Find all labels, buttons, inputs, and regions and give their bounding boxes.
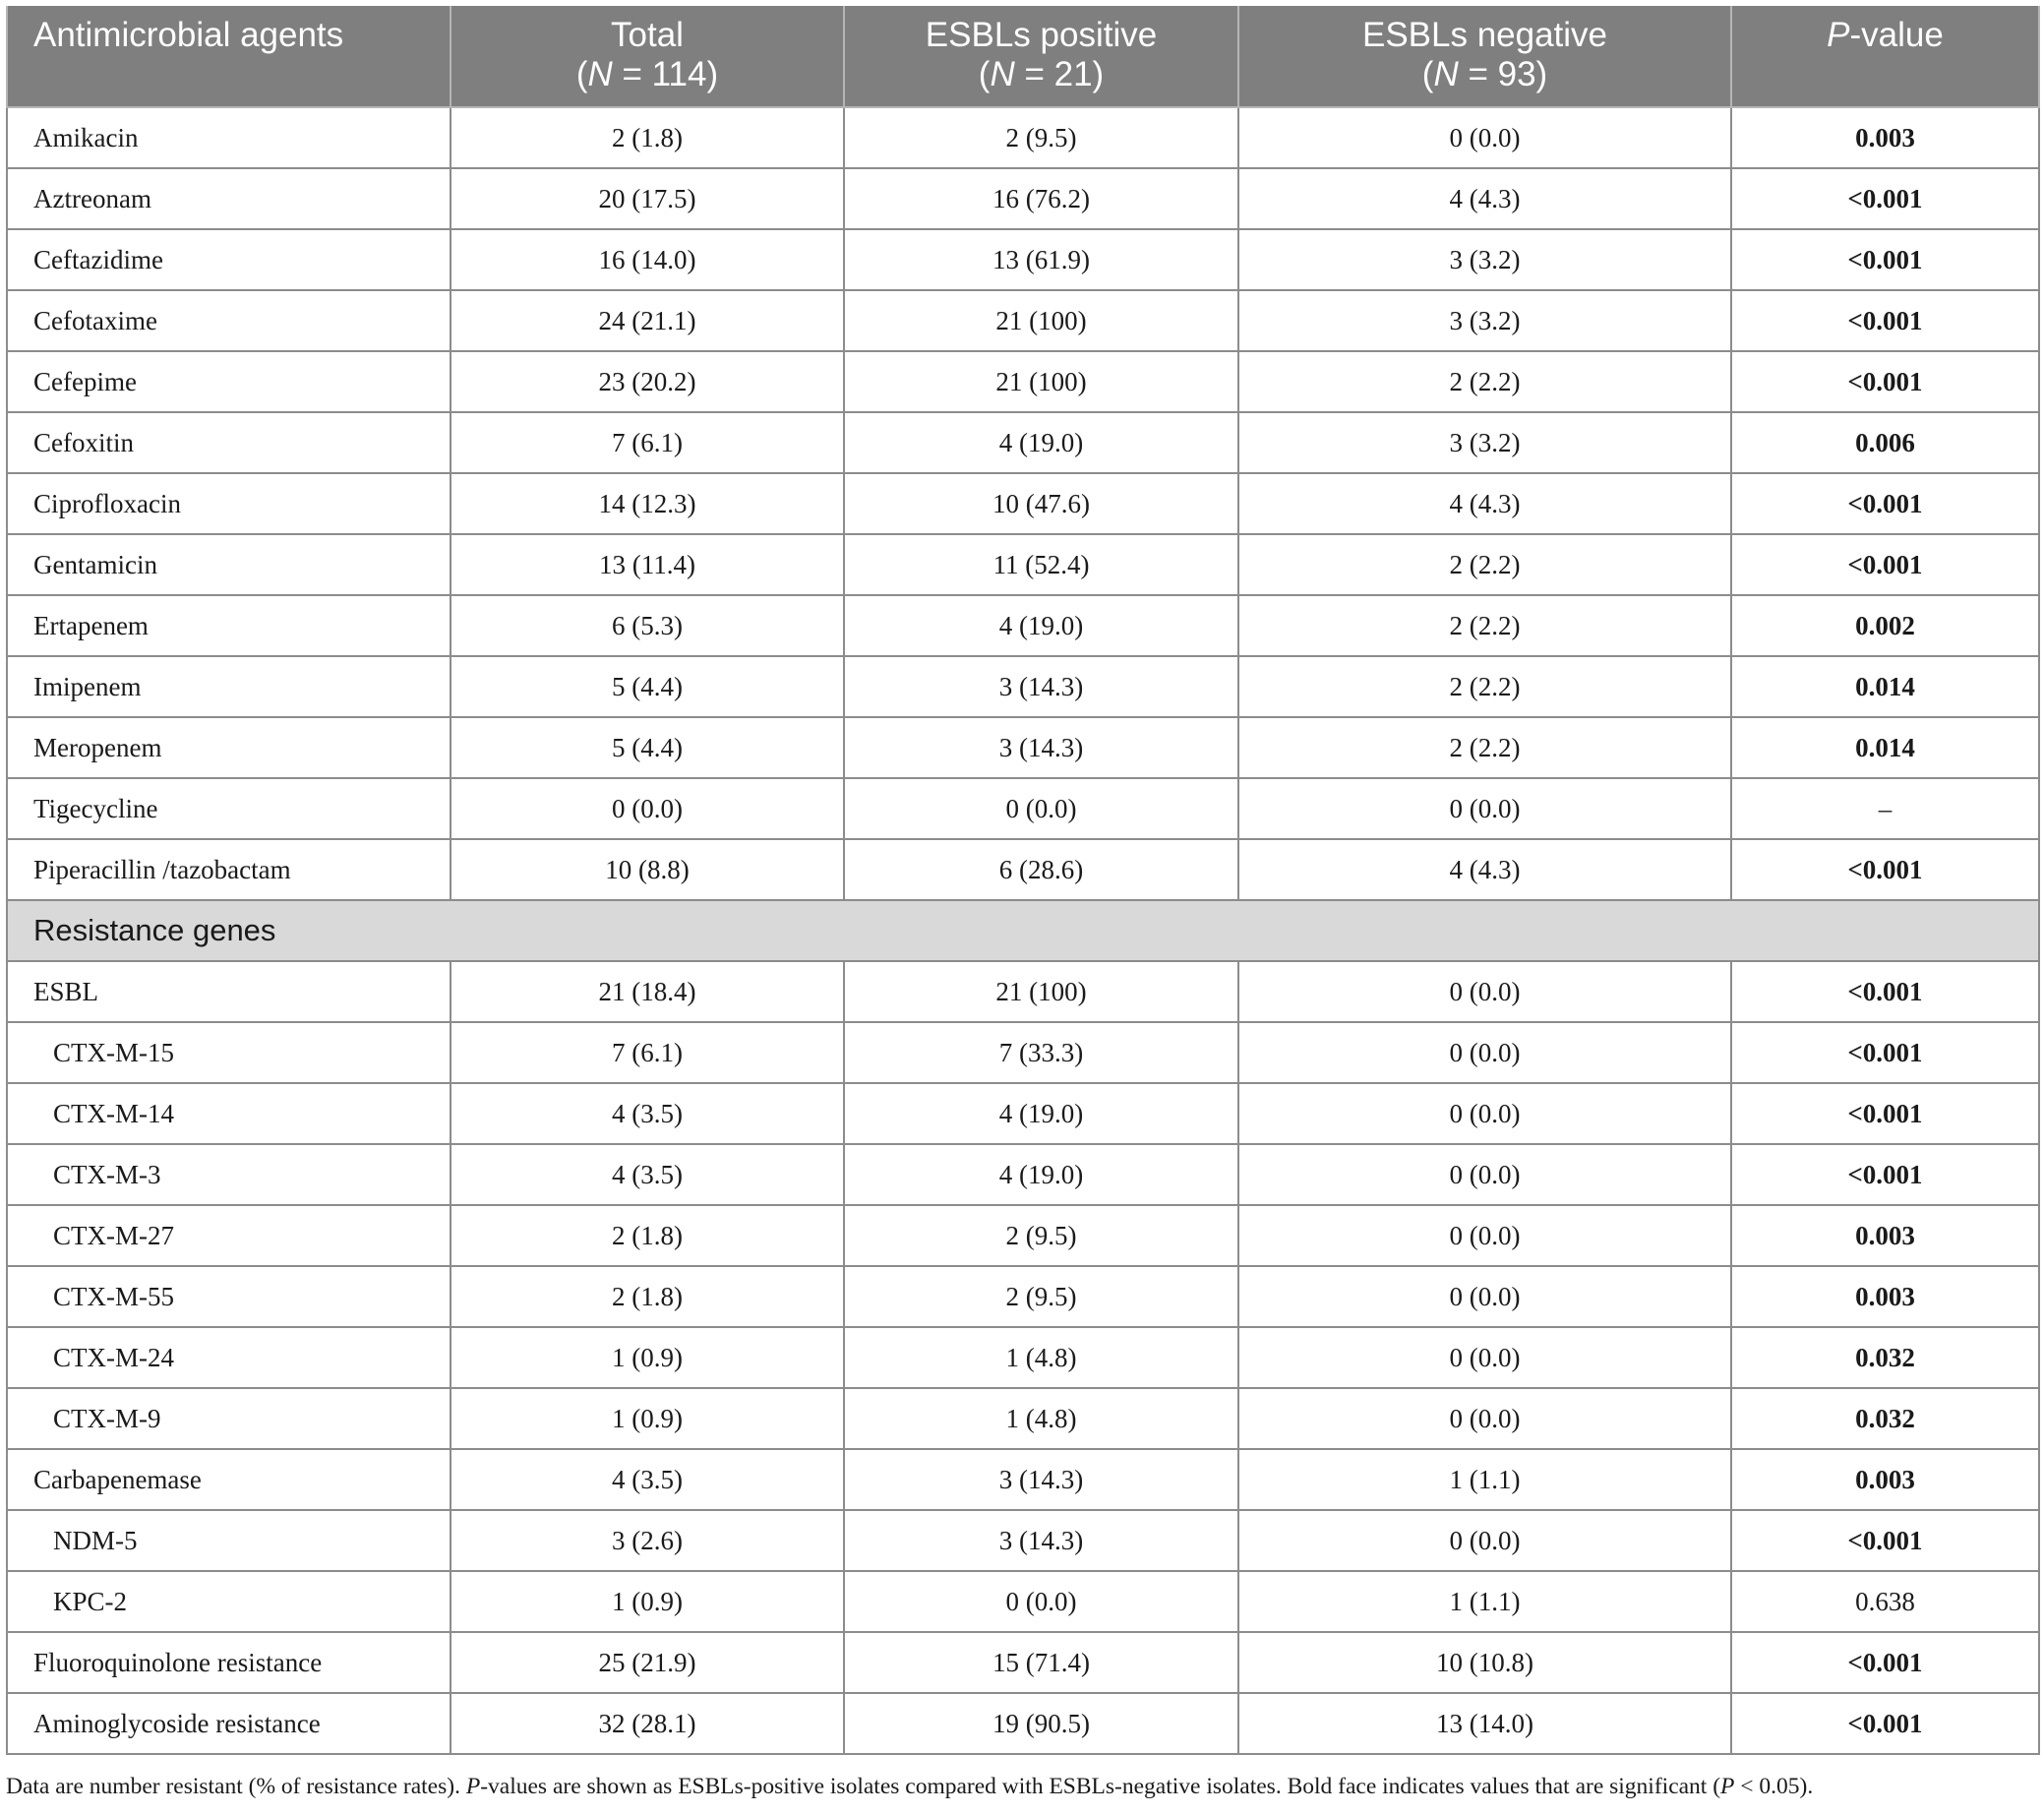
cell-esbls-positive: 16 (76.2): [844, 168, 1238, 229]
cell-esbls-negative: 2 (2.2): [1238, 717, 1731, 778]
cell-p-value: 0.003: [1731, 1205, 2039, 1266]
cell-esbls-positive: 19 (90.5): [844, 1693, 1238, 1754]
table-row: [7, 351, 2039, 412]
cell-total: 1 (0.9): [451, 1388, 844, 1449]
row-label: NDM-5: [7, 1510, 451, 1571]
row-label: Piperacillin /tazobactam: [7, 839, 451, 900]
cell-esbls-negative: 2 (2.2): [1238, 595, 1731, 656]
row-label: CTX-M-27: [7, 1205, 451, 1266]
cell-p-value: <0.001: [1731, 1144, 2039, 1205]
cell-esbls-negative: 0 (0.0): [1238, 1266, 1731, 1327]
cell-esbls-positive: 1 (4.8): [844, 1388, 1238, 1449]
cell-esbls-negative: 10 (10.8): [1238, 1632, 1731, 1693]
cell-p-value: 0.003: [1731, 1266, 2039, 1327]
row-label: Aminoglycoside resistance: [7, 1693, 451, 1754]
cell-total: 4 (3.5): [451, 1083, 844, 1144]
cell-total: 7 (6.1): [451, 412, 844, 473]
table-row: [7, 290, 2039, 351]
table-row: [7, 107, 2039, 168]
cell-esbls-positive: 21 (100): [844, 290, 1238, 351]
cell-total: 1 (0.9): [451, 1571, 844, 1632]
cell-esbls-negative: 2 (2.2): [1238, 534, 1731, 595]
cell-esbls-positive: 2 (9.5): [844, 1205, 1238, 1266]
header-antimicrobial-agents: Antimicrobial agents: [7, 6, 451, 107]
cell-p-value: –: [1731, 778, 2039, 839]
cell-p-value: <0.001: [1731, 534, 2039, 595]
cell-esbls-positive: 6 (28.6): [844, 839, 1238, 900]
header-total: Total (N = 114): [451, 6, 844, 107]
cell-total: 5 (4.4): [451, 717, 844, 778]
table-footnote: Data are number resistant (% of resistance rates). P-values are shown as ESBLs-positive isolates compared with ESBLs-negative isolates. Bold face indicates values that are significant (P < 0.05).: [6, 1774, 1814, 1799]
table-row: [7, 1693, 2039, 1754]
resistance-table: [6, 6, 2040, 1755]
cell-esbls-positive: 2 (9.5): [844, 1266, 1238, 1327]
row-label: Fluoroquinolone resistance: [7, 1632, 451, 1693]
row-label: KPC-2: [7, 1571, 451, 1632]
row-label: Ceftazidime: [7, 229, 451, 290]
row-label: CTX-M-24: [7, 1327, 451, 1388]
cell-total: 16 (14.0): [451, 229, 844, 290]
cell-esbls-negative: 0 (0.0): [1238, 961, 1731, 1022]
cell-p-value: <0.001: [1731, 1693, 2039, 1754]
cell-total: 2 (1.8): [451, 1266, 844, 1327]
cell-p-value: 0.032: [1731, 1388, 2039, 1449]
row-label: Meropenem: [7, 717, 451, 778]
cell-esbls-negative: 0 (0.0): [1238, 778, 1731, 839]
cell-p-value: <0.001: [1731, 1022, 2039, 1083]
cell-esbls-negative: 2 (2.2): [1238, 656, 1731, 717]
table-row: [7, 778, 2039, 839]
row-label: CTX-M-15: [7, 1022, 451, 1083]
row-label: Ciprofloxacin: [7, 473, 451, 534]
cell-esbls-positive: 13 (61.9): [844, 229, 1238, 290]
table-row: [7, 1632, 2039, 1693]
cell-esbls-positive: 21 (100): [844, 961, 1238, 1022]
cell-esbls-positive: 11 (52.4): [844, 534, 1238, 595]
table-row: [7, 1327, 2039, 1388]
table-header-row: [7, 6, 2039, 107]
cell-esbls-negative: 3 (3.2): [1238, 229, 1731, 290]
table-row: [7, 1510, 2039, 1571]
cell-total: 24 (21.1): [451, 290, 844, 351]
cell-p-value: <0.001: [1731, 961, 2039, 1022]
cell-esbls-negative: 0 (0.0): [1238, 1388, 1731, 1449]
cell-p-value: <0.001: [1731, 351, 2039, 412]
table-row: [7, 534, 2039, 595]
cell-total: 3 (2.6): [451, 1510, 844, 1571]
section-label-resistance-genes: Resistance genes: [7, 900, 2039, 961]
table-row: [7, 1083, 2039, 1144]
cell-esbls-positive: 4 (19.0): [844, 1083, 1238, 1144]
cell-total: 21 (18.4): [451, 961, 844, 1022]
table-row: [7, 1449, 2039, 1510]
cell-esbls-negative: 0 (0.0): [1238, 1327, 1731, 1388]
cell-p-value: 0.014: [1731, 717, 2039, 778]
table-container: [6, 6, 2038, 1755]
table-row: [7, 412, 2039, 473]
cell-esbls-negative: 4 (4.3): [1238, 473, 1731, 534]
cell-esbls-negative: 1 (1.1): [1238, 1571, 1731, 1632]
cell-p-value: 0.032: [1731, 1327, 2039, 1388]
cell-p-value: 0.003: [1731, 1449, 2039, 1510]
cell-total: 25 (21.9): [451, 1632, 844, 1693]
cell-esbls-positive: 1 (4.8): [844, 1327, 1238, 1388]
table-row: [7, 595, 2039, 656]
cell-p-value: <0.001: [1731, 229, 2039, 290]
row-label: Amikacin: [7, 107, 451, 168]
table-row: [7, 1022, 2039, 1083]
cell-esbls-negative: 0 (0.0): [1238, 1022, 1731, 1083]
row-label: Aztreonam: [7, 168, 451, 229]
cell-esbls-positive: 15 (71.4): [844, 1632, 1238, 1693]
cell-esbls-negative: 3 (3.2): [1238, 412, 1731, 473]
cell-esbls-positive: 10 (47.6): [844, 473, 1238, 534]
row-label: Cefoxitin: [7, 412, 451, 473]
table-row: [7, 229, 2039, 290]
cell-p-value: <0.001: [1731, 1632, 2039, 1693]
cell-total: 7 (6.1): [451, 1022, 844, 1083]
cell-esbls-negative: 2 (2.2): [1238, 351, 1731, 412]
cell-p-value: <0.001: [1731, 473, 2039, 534]
cell-esbls-negative: 0 (0.0): [1238, 1510, 1731, 1571]
section-header-row: [7, 900, 2039, 961]
cell-total: 2 (1.8): [451, 107, 844, 168]
cell-p-value: <0.001: [1731, 290, 2039, 351]
header-p-value: P-value: [1731, 6, 2039, 107]
cell-p-value: 0.003: [1731, 107, 2039, 168]
row-label: Gentamicin: [7, 534, 451, 595]
cell-total: 0 (0.0): [451, 778, 844, 839]
cell-total: 6 (5.3): [451, 595, 844, 656]
row-label: CTX-M-9: [7, 1388, 451, 1449]
cell-p-value: <0.001: [1731, 1510, 2039, 1571]
row-label: Imipenem: [7, 656, 451, 717]
row-label: CTX-M-14: [7, 1083, 451, 1144]
cell-esbls-negative: 3 (3.2): [1238, 290, 1731, 351]
cell-p-value: <0.001: [1731, 168, 2039, 229]
cell-esbls-positive: 7 (33.3): [844, 1022, 1238, 1083]
cell-esbls-positive: 2 (9.5): [844, 107, 1238, 168]
table-body: [7, 107, 2039, 1754]
row-label: CTX-M-3: [7, 1144, 451, 1205]
row-label: Cefotaxime: [7, 290, 451, 351]
table-row: [7, 1144, 2039, 1205]
cell-esbls-positive: 0 (0.0): [844, 778, 1238, 839]
cell-total: 32 (28.1): [451, 1693, 844, 1754]
header-esbls-negative: ESBLs negative (N = 93): [1238, 6, 1731, 107]
cell-total: 10 (8.8): [451, 839, 844, 900]
cell-p-value: 0.638: [1731, 1571, 2039, 1632]
cell-esbls-positive: 3 (14.3): [844, 1449, 1238, 1510]
cell-total: 4 (3.5): [451, 1449, 844, 1510]
cell-total: 13 (11.4): [451, 534, 844, 595]
cell-esbls-positive: 3 (14.3): [844, 656, 1238, 717]
cell-total: 20 (17.5): [451, 168, 844, 229]
table-row: [7, 473, 2039, 534]
cell-esbls-negative: 4 (4.3): [1238, 839, 1731, 900]
cell-esbls-positive: 3 (14.3): [844, 717, 1238, 778]
row-label: CTX-M-55: [7, 1266, 451, 1327]
row-label: ESBL: [7, 961, 451, 1022]
cell-esbls-negative: 0 (0.0): [1238, 1083, 1731, 1144]
cell-total: 14 (12.3): [451, 473, 844, 534]
cell-esbls-positive: 21 (100): [844, 351, 1238, 412]
cell-p-value: 0.002: [1731, 595, 2039, 656]
cell-esbls-negative: 0 (0.0): [1238, 1144, 1731, 1205]
cell-total: 5 (4.4): [451, 656, 844, 717]
cell-esbls-positive: 4 (19.0): [844, 595, 1238, 656]
table-row: [7, 839, 2039, 900]
row-label: Carbapenemase: [7, 1449, 451, 1510]
cell-esbls-positive: 3 (14.3): [844, 1510, 1238, 1571]
cell-p-value: <0.001: [1731, 1083, 2039, 1144]
table-row: [7, 168, 2039, 229]
cell-esbls-positive: 4 (19.0): [844, 412, 1238, 473]
table-row: [7, 717, 2039, 778]
cell-p-value: 0.014: [1731, 656, 2039, 717]
row-label: Tigecycline: [7, 778, 451, 839]
table-row: [7, 1266, 2039, 1327]
row-label: Cefepime: [7, 351, 451, 412]
cell-esbls-negative: 0 (0.0): [1238, 1205, 1731, 1266]
table-row: [7, 1388, 2039, 1449]
table-row: [7, 1571, 2039, 1632]
cell-esbls-negative: 13 (14.0): [1238, 1693, 1731, 1754]
table-row: [7, 961, 2039, 1022]
row-label: Ertapenem: [7, 595, 451, 656]
cell-esbls-positive: 4 (19.0): [844, 1144, 1238, 1205]
cell-total: 2 (1.8): [451, 1205, 844, 1266]
cell-esbls-negative: 1 (1.1): [1238, 1449, 1731, 1510]
cell-p-value: <0.001: [1731, 839, 2039, 900]
cell-total: 23 (20.2): [451, 351, 844, 412]
cell-esbls-negative: 0 (0.0): [1238, 107, 1731, 168]
table-row: [7, 1205, 2039, 1266]
cell-total: 1 (0.9): [451, 1327, 844, 1388]
header-esbls-positive: ESBLs positive (N = 21): [844, 6, 1238, 107]
cell-esbls-negative: 4 (4.3): [1238, 168, 1731, 229]
cell-esbls-positive: 0 (0.0): [844, 1571, 1238, 1632]
cell-total: 4 (3.5): [451, 1144, 844, 1205]
table-row: [7, 656, 2039, 717]
cell-p-value: 0.006: [1731, 412, 2039, 473]
